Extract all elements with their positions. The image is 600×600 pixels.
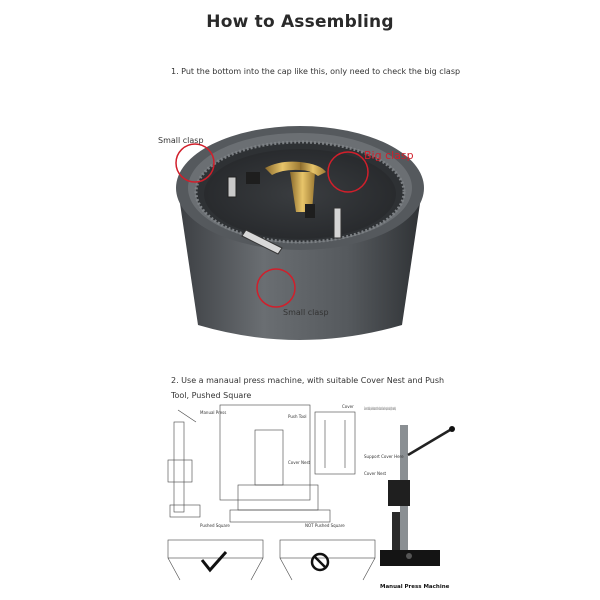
support-cover-label: Support Cover Here (364, 454, 404, 459)
press-assembly-diagram (160, 400, 480, 595)
step-1-text: 1. Put the bottom into the cap like this, only need to check the big clasp (171, 67, 461, 76)
small-clasp-label-top: Small clasp (158, 136, 204, 145)
small-clasp-label-bottom: Small clasp (283, 308, 329, 317)
cover-nest-label: Cover Nest (288, 460, 311, 465)
step-2-text: 2. Use a manaual press machine, with suitable Cover Nest and Push Tool, Pushed Square (171, 376, 445, 400)
manual-press-caption: Manual Press Machine (380, 584, 450, 590)
page-title: How to Assembling (206, 12, 394, 32)
big-clasp-label: Big clasp (364, 149, 414, 162)
push-tool-label: Push Tool (288, 414, 307, 419)
cover-label: Cover (342, 404, 354, 409)
pushed-square-label: Pushed Square (200, 523, 230, 528)
not-pushed-square-label: NOT Pushed Square (305, 523, 345, 528)
cover-nest-label-2: Cover Nest (364, 471, 387, 476)
clearance-note: Cover nest should provide clearance to the surface to allow for expansion during the assembly. (364, 406, 396, 411)
manual-press-label: Manual Press (200, 410, 227, 415)
